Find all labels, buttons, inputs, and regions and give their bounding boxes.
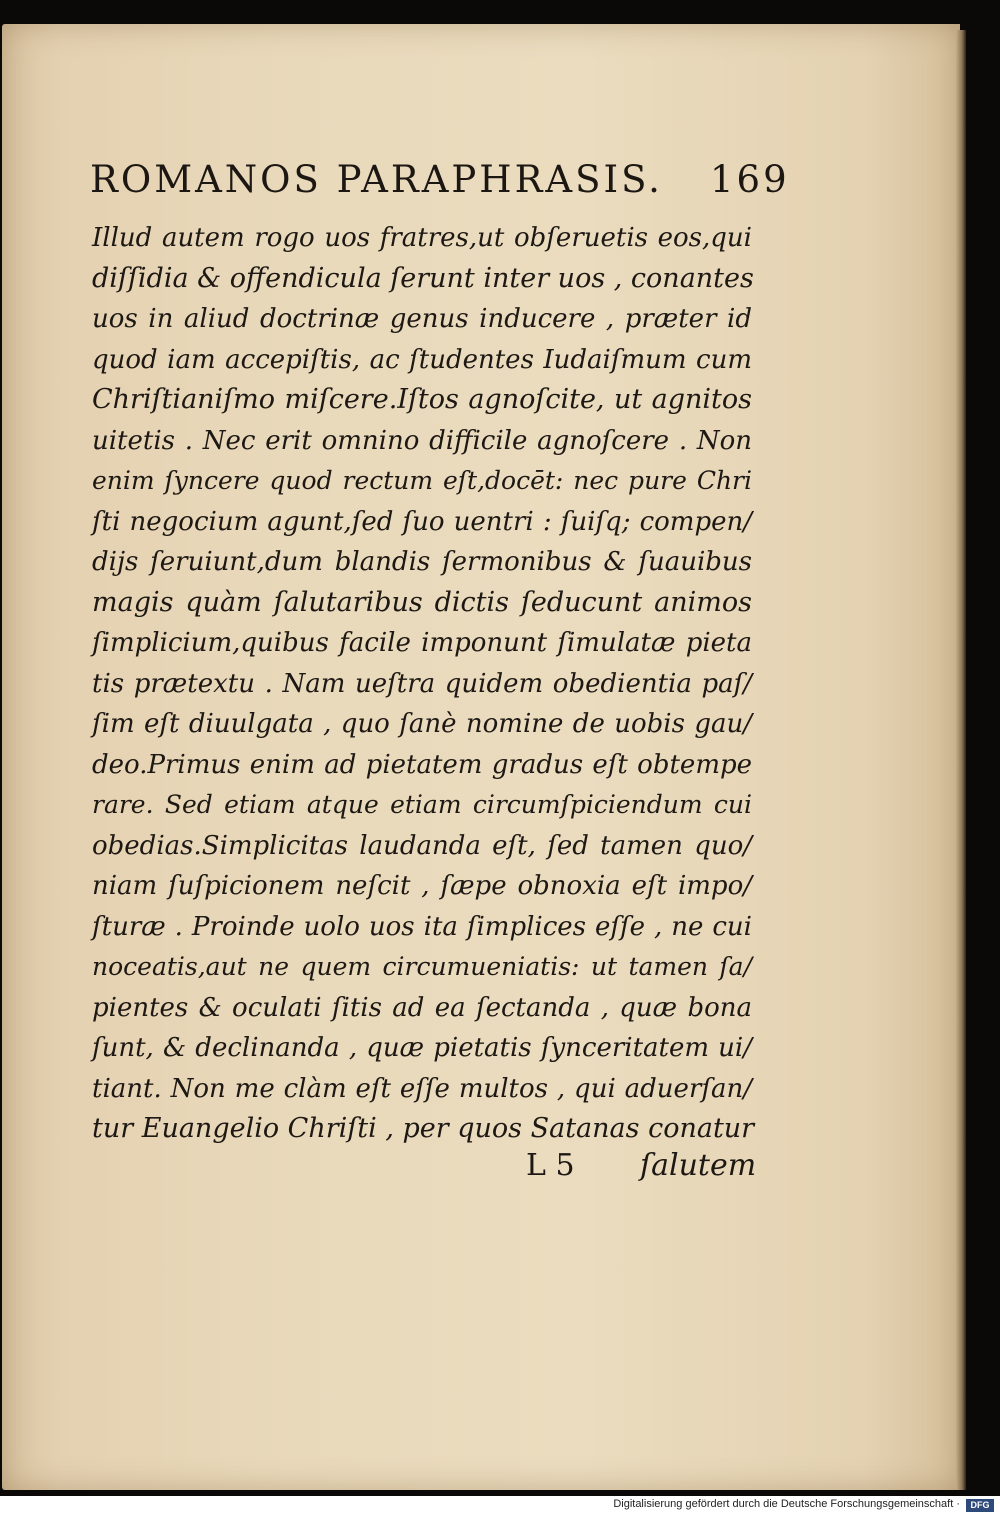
text-line: enim ſyncere quod rectum eſt,docēt: nec pure Chri (92, 466, 752, 495)
text-line: uitetis . Nec erit omnino difficile agnoſcere . Non (92, 425, 752, 456)
text-line: ſunt, & declinanda , quæ pietatis ſynceritatem ui/ (92, 1033, 752, 1063)
text-line: deo.Primus enim ad pietatem gradus eſt obtempe (92, 749, 752, 780)
text-line: tur Euangelio Chriſti , per quos Satanas conatur (92, 1113, 755, 1144)
running-head-title: ROMANOS PARAPHRASIS. (90, 158, 663, 201)
text-line: ſturæ . Proinde uolo uos ita ſimplices eſſe , ne cui (92, 911, 752, 942)
text-line: rare. Sed etiam atque etiam circumſpiciendum cui (92, 790, 752, 819)
body-text (92, 218, 755, 1150)
text-line: Chriſtianiſmo miſcere.Iſtos agnoſcite, ut agnitos (92, 384, 752, 415)
text-line: pientes & oculati ſitis ad ea ſectanda , quæ bona (92, 992, 752, 1023)
text-line: quod iam accepiſtis, ac ſtudentes Iudaiſmum cum (92, 344, 752, 375)
text-line: tis prætextu . Nam ueſtra quidem obedientia paſ/ (92, 668, 752, 699)
text-line: obedias.Simplicitas laudanda eſt, ſed tamen quo/ (92, 830, 752, 861)
text-line: uos in aliud doctrinæ genus inducere , præter id (92, 304, 752, 334)
text-line: dijs ſeruiunt,dum blandis ſermonibus & ſuauibus (92, 547, 752, 577)
running-head (90, 158, 810, 208)
text-line: tiant. Non me clàm eſt eſſe multos , qui aduerſan/ (92, 1073, 752, 1104)
text-line: Illud autem rogo uos fratres,ut obſeruetis eos,qui (92, 223, 752, 253)
text-line: niam ſuſpicionem neſcit , ſæpe obnoxia eſt impo/ (92, 871, 752, 901)
page-edge (956, 30, 966, 1490)
signature-mark: L 5 (526, 1148, 575, 1183)
text-line: ſimplicium,quibus facile imponunt ſimulatæ pieta (92, 628, 752, 658)
text-line: diſſidia & offendicula ſerunt inter uos , conantes (92, 262, 754, 294)
folio-number: 169 (710, 158, 790, 201)
catchline (92, 1148, 757, 1190)
dfg-logo: DFG (966, 1499, 994, 1512)
text-line: ſti negocium agunt,ſed ſuo uentri : ſuiſq; compen/ (92, 506, 752, 537)
text-line: ſim eſt diuulgata , quo ſanè nomine de uobis gau/ (92, 709, 752, 739)
footer-credit: Digitalisierung gefördert durch die Deutsche Forschungsgemeinschaft · (613, 1498, 960, 1510)
footer-bar (0, 1496, 1000, 1516)
text-line: noceatis,aut ne quem circumueniatis: ut tamen ſa/ (92, 952, 752, 981)
catchword: ſalutem (640, 1148, 757, 1183)
text-line: magis quàm ſalutaribus dictis ſeducunt animos (92, 586, 752, 618)
